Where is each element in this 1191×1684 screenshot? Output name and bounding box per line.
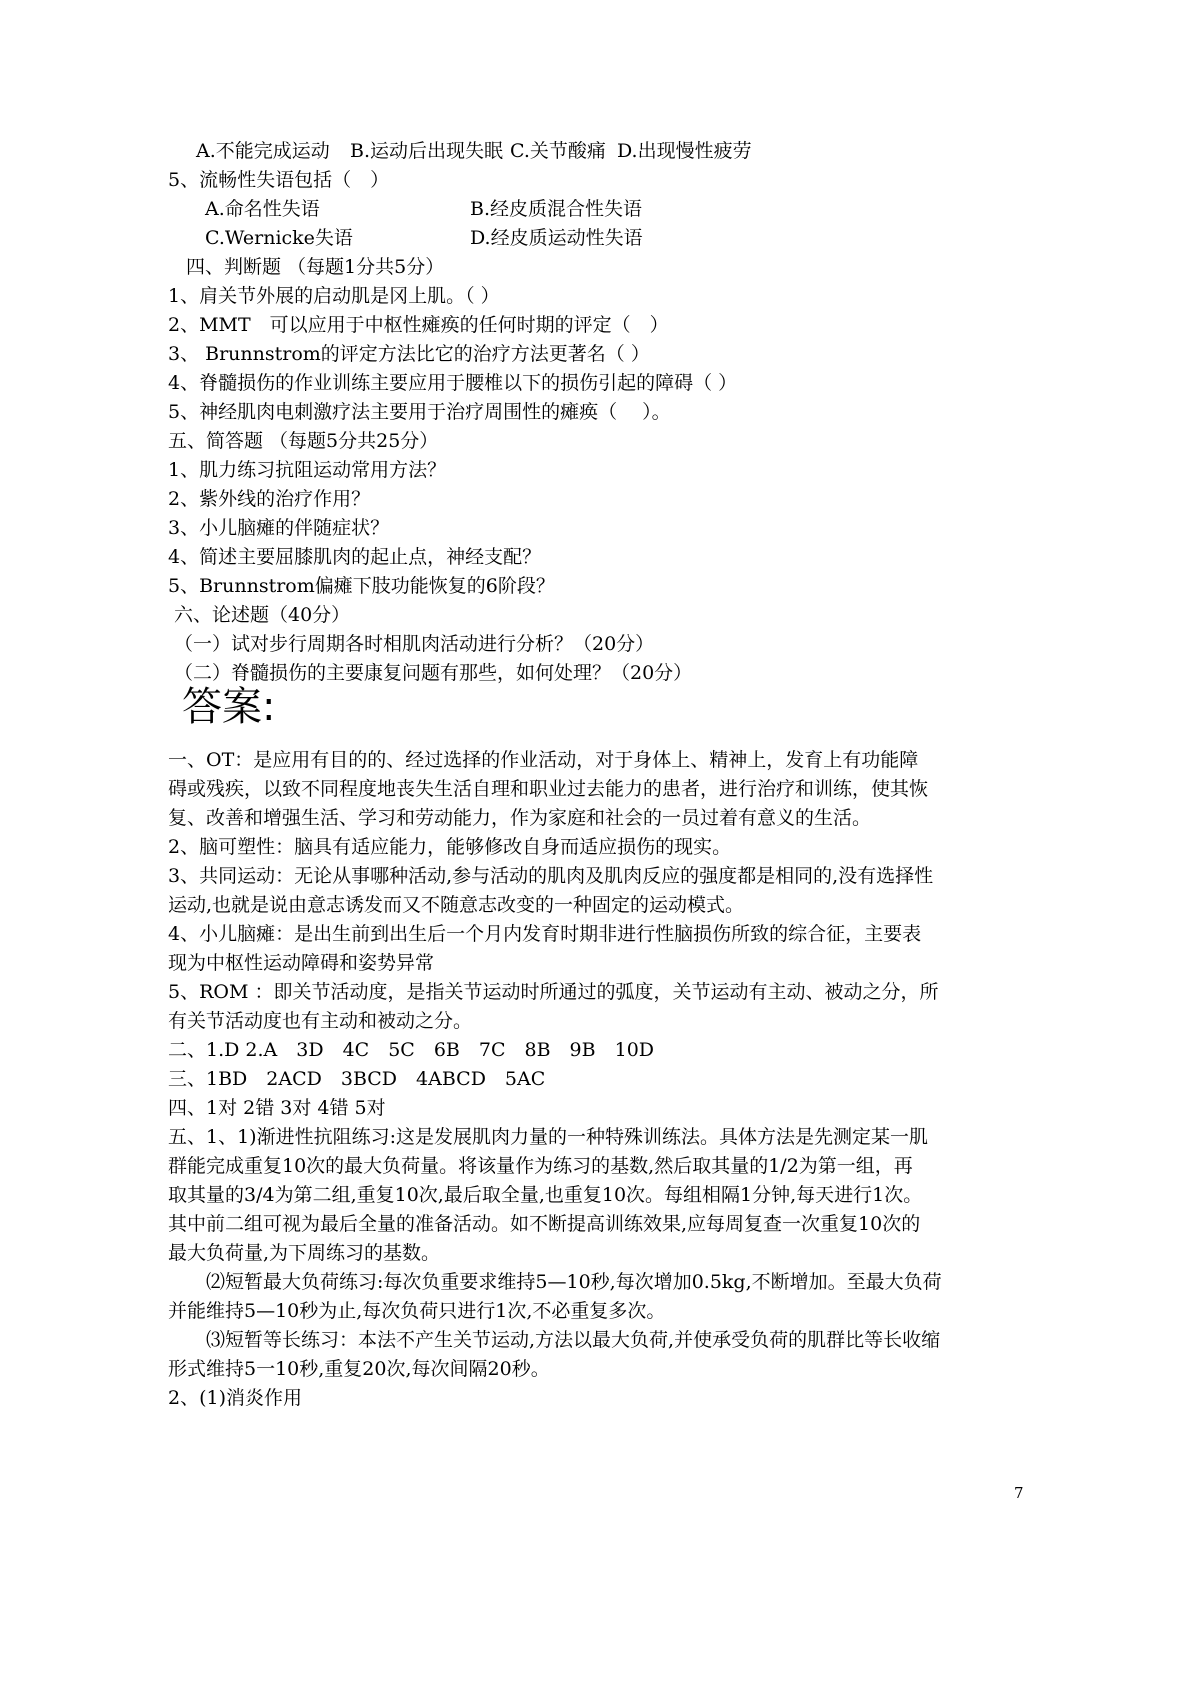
short-item-1: 1、肌力练习抗阻运动常用方法？ [168,459,447,481]
essay-item-2: （二）脊髓损伤的主要康复问题有那些，如何处理？（20分） [174,662,693,684]
answer-line: 形式维持5一10秒,重复20次,每次间隔20秒。 [168,1358,550,1380]
answer-line: 五、1、1)渐进性抗阻练习:这是发展肌肉力量的一种特殊训练法。具体方法是先测定某一肌 [168,1126,928,1148]
section6-title: 六、论述题（40分） [174,604,351,626]
answer-line: 三、1BD 2ACD 3BCD 4ABCD 5AC [168,1068,546,1090]
answer-line: 四、1对 2错 3对 4错 5对 [168,1097,386,1119]
q5-option-a: A.命名性失语 [205,198,320,220]
answer-line: 最大负荷量,为下周练习的基数。 [168,1242,441,1264]
answer-line: 并能维持5—10秒为止,每次负荷只进行1次,不必重复多次。 [168,1300,666,1322]
judge-item-3: 3、 Brunnstrom的评定方法比它的治疗方法更著名（ ） [168,343,650,365]
short-item-3: 3、小儿脑瘫的伴随症状？ [168,517,390,539]
section5-title: 五、简答题 （每题5分共25分） [168,430,439,452]
answer-line: 其中前二组可视为最后全量的准备活动。如不断提高训练效果,应每周复查一次重复10次的 [168,1213,921,1235]
answer-line: 5、ROM ：即关节活动度，是指关节运动时所通过的弧度，关节运动有主动、被动之分，所 [168,981,939,1003]
section4-title: 四、判断题 （每题1分共5分） [186,256,445,278]
q5-option-c: C.Wernicke失语 [205,227,353,249]
answer-line: 二、1.D 2.A 3D 4C 5C 6B 7C 8B 9B 10D [168,1039,655,1061]
q4-option-d: D.出现慢性疲劳 [617,140,752,162]
q4-option-a: A.不能完成运动 [196,140,330,162]
judge-item-5: 5、神经肌肉电刺激疗法主要用于治疗周围性的瘫痪（ ）。 [168,401,671,423]
judge-item-2: 2、MMT 可以应用于中枢性瘫痪的任何时期的评定（ ） [168,314,669,336]
answer-line: 2、(1)消炎作用 [168,1387,303,1409]
page-number: 7 [1014,1484,1024,1502]
answer-line: 取其量的3/4为第二组,重复10次,最后取全量,也重复10次。每组相隔1分钟,每天进行1次。 [168,1184,923,1206]
answer-line: ⑶短暂等长练习：本法不产生关节运动,方法以最大负荷,并使承受负荷的肌群比等长收缩 [168,1329,941,1351]
answer-line: 现为中枢性运动障碍和姿势异常 [168,952,435,974]
answer-line: 运动,也就是说由意志诱发而又不随意志改变的一种固定的运动模式。 [168,894,745,916]
answer-line: 碍或残疾，以致不同程度地丧失生活自理和职业过去能力的患者，进行治疗和训练，使其恢 [168,778,929,800]
short-item-2: 2、紫外线的治疗作用？ [168,488,371,510]
answer-line: 2、脑可塑性：脑具有适应能力，能够修改自身而适应损伤的现实。 [168,836,732,858]
answer-line: 3、共同运动：无论从事哪种活动,参与活动的肌肉及肌肉反应的强度都是相同的,没有选择性 [168,865,934,887]
short-item-4: 4、简述主要屈膝肌肉的起止点，神经支配？ [168,546,542,568]
q5-option-b: B.经皮质混合性失语 [470,198,643,220]
answer-line: 一、OT：是应用有目的的、经过选择的作业活动，对于身体上、精神上，发育上有功能障 [168,749,919,771]
answer-line: 有关节活动度也有主动和被动之分。 [168,1010,473,1032]
answer-line: ⑵短暂最大负荷练习:每次负重要求维持5—10秒,每次增加0.5kg,不断增加。至最大负荷 [168,1271,942,1293]
answer-line: 群能完成重复10次的最大负荷量。将该量作为练习的基数,然后取其量的1/2为第一组，再 [168,1155,913,1177]
answer-line: 4、小儿脑瘫：是出生前到出生后一个月内发育时期非进行性脑损伤所致的综合征，主要表 [168,923,922,945]
answer-line: 复、改善和增强生活、学习和劳动能力，作为家庭和社会的一员过着有意义的生活。 [168,807,872,829]
judge-item-1: 1、肩关节外展的启动肌是冈上肌。（ ） [168,285,500,307]
q5-option-d: D.经皮质运动性失语 [470,227,643,249]
judge-item-4: 4、脊髓损伤的作业训练主要应用于腰椎以下的损伤引起的障碍（ ） [168,372,738,394]
q5-stem: 5、流畅性失语包括（ ） [168,169,390,191]
essay-item-1: （一）试对步行周期各时相肌肉活动进行分析？（20分） [174,633,655,655]
q4-option-c: C.关节酸痛 [510,140,606,162]
answers-heading: 答案: [182,684,276,730]
short-item-5: 5、Brunnstrom偏瘫下肢功能恢复的6阶段？ [168,575,555,597]
q4-option-b: B.运动后出现失眠 [350,140,504,162]
